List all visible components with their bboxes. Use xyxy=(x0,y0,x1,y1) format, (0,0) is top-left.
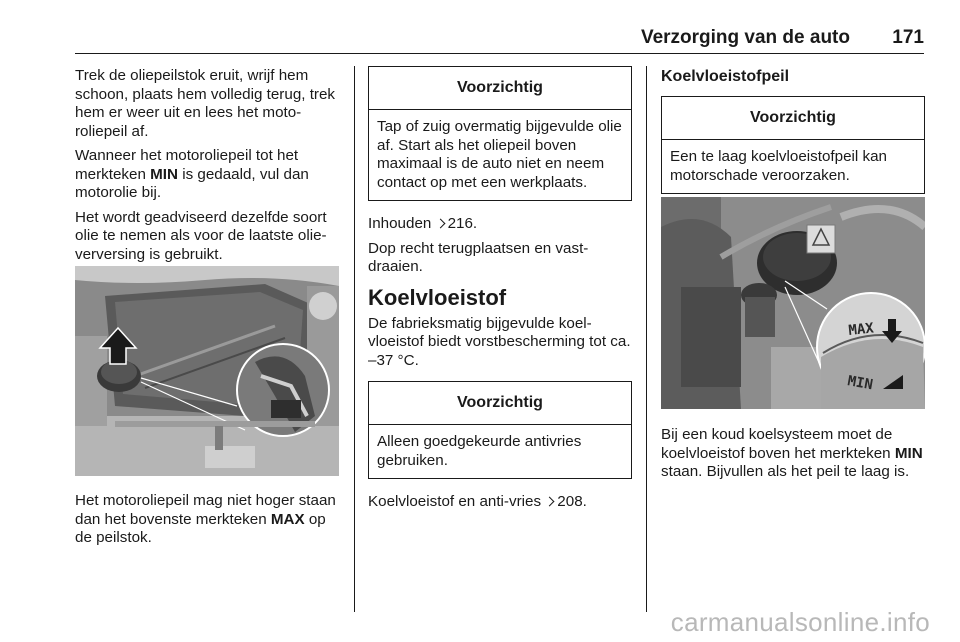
column-1-bottom xyxy=(75,492,341,554)
column-1 xyxy=(75,67,341,270)
section-heading: Koelvloeistof xyxy=(368,284,507,310)
contents-reference: Inhouden 216. xyxy=(368,215,478,232)
caution-box xyxy=(661,96,925,194)
paragraph: Trek de oliepeilstok eruit, wrijf hem schoon, plaats hem volledig terug, trek hem er weer uit en lees het moto-roliepeil af. xyxy=(75,67,336,140)
paragraph: Bij een koud koelsysteem moet de koelvloeistof boven het merkteken MIN staan. Bijvullen als het peil te laag is. xyxy=(661,426,923,480)
reference-arrow-icon xyxy=(435,219,445,229)
page-header xyxy=(75,27,924,54)
column-2 xyxy=(368,66,632,518)
subheading: Koelvloeistofpeil xyxy=(661,68,790,85)
caution-text: Tap of zuig overmatig bijgevulde olie af. Start als het oliepeil boven maximaal is de auto niet en neem contact op met een werkplaats. xyxy=(377,118,622,191)
column-divider xyxy=(646,66,647,612)
coolant-reservoir-photo xyxy=(661,197,925,409)
caution-box xyxy=(368,66,632,201)
reference-arrow-icon xyxy=(545,497,555,507)
page-number: 171 xyxy=(892,27,924,48)
column-divider xyxy=(354,66,355,612)
engine-oil-photo xyxy=(75,266,339,476)
watermark: carmanualsonline.info xyxy=(670,607,930,637)
column-3 xyxy=(661,67,925,194)
paragraph: Wanneer het motoroliepeil tot het merkteken MIN is gedaald, vul dan motorolie bij. xyxy=(75,147,309,201)
paragraph: Het wordt geadviseerd dezelfde soort olie te nemen als voor de laatste olie-verversing is gebruikt. xyxy=(75,208,327,263)
paragraph: Het motoroliepeil mag niet hoger staan dan het bovenste merkteken MAX op de peilstok. xyxy=(75,492,336,546)
tank-min-mark: MIN xyxy=(846,373,874,394)
caution-title: Voorzichtig xyxy=(369,67,631,110)
caution-text: Een te laag koelvloeistofpeil kan motorschade veroorzaken. xyxy=(670,148,887,184)
column-3-bottom xyxy=(661,426,925,488)
caution-text: Alleen goedgekeurde antivries gebruiken. xyxy=(377,433,582,469)
caution-title: Voorzichtig xyxy=(369,382,631,425)
caution-box xyxy=(368,381,632,479)
paragraph: Dop recht terugplaatsen en vast-draaien. xyxy=(368,239,589,275)
page-title: Verzorging van de auto xyxy=(640,27,850,48)
cross-reference: Koelvloeistof en anti-vries 208. xyxy=(368,493,587,510)
paragraph: De fabrieksmatig bijgevulde koel-vloeistof biedt vorstbescherming tot ca. –37 °C. xyxy=(368,314,631,369)
caution-title: Voorzichtig xyxy=(662,97,924,140)
tank-max-mark: MAX xyxy=(847,320,875,339)
